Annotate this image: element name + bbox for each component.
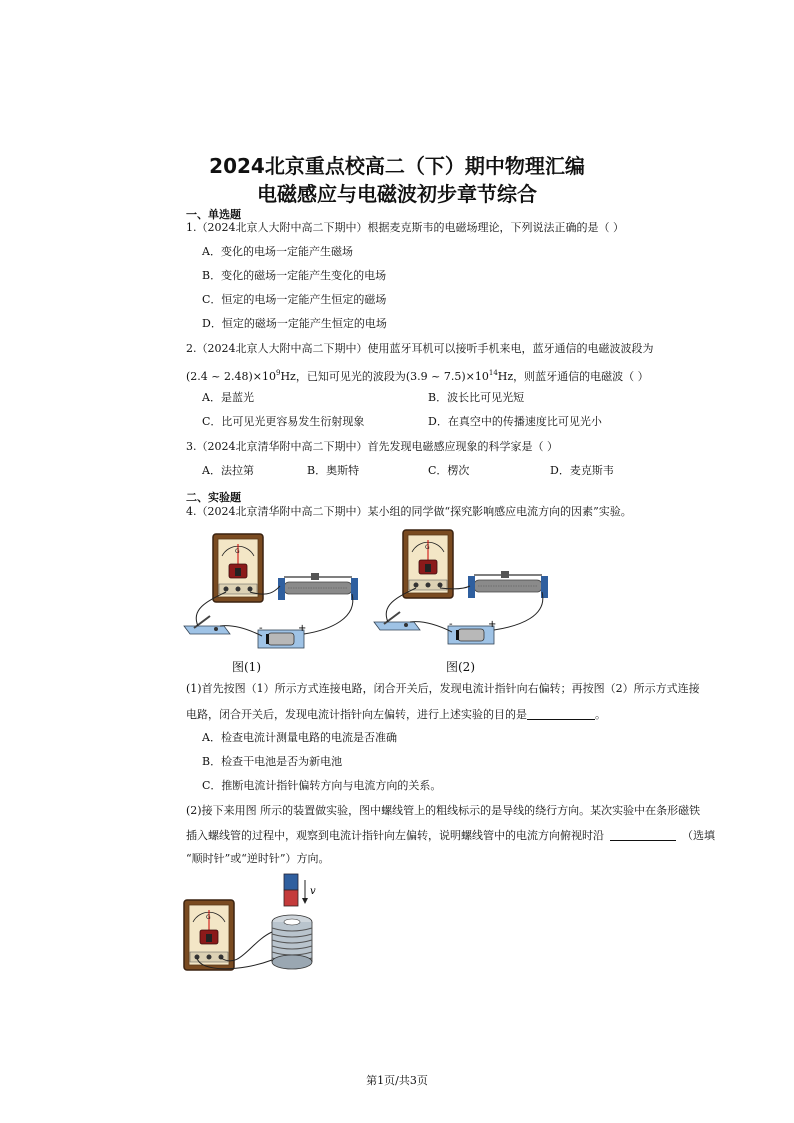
galvanometer-label: G (206, 914, 211, 921)
question-1-option-d: D．恒定的磁场一定能产生恒定的电场 (202, 317, 387, 330)
question-4-part1-line1: (1)首先按图（1）所示方式连接电路，闭合开关后，发现电流计指针向右偏转；再按图（2）所示方式连接 (186, 682, 700, 695)
q2-range-visible: Hz，已知可见光的波段为(3.9 ~ 7.5)×10 (280, 370, 489, 383)
q2-stem-end: Hz，则蓝牙通信的电磁波（ ） (497, 370, 649, 383)
question-4-stem: 4.（2024北京清华附中高二下期中）某小组的同学做“探究影响感应电流方向的因素”实验。 (186, 505, 632, 518)
figure-1-circuit (180, 530, 360, 658)
question-1-option-a: A．变化的电场一定能产生磁场 (202, 245, 353, 258)
q2-exponent-1: 9 (276, 369, 281, 377)
rheostat-icon (468, 571, 548, 598)
rheostat-icon (278, 573, 358, 600)
battery-minus-label: - (449, 619, 453, 630)
document-subtitle: 电磁感应与电磁波初步章节综合 (257, 182, 537, 206)
question-3-option-a: A．法拉第 (202, 464, 254, 477)
q2-range-bluetooth: (2.4 ~ 2.48)×10 (186, 370, 276, 383)
question-1-option-b: B．变化的磁场一定能产生变化的电场 (202, 269, 387, 282)
section-heading-experiment: 二、实验题 (186, 491, 241, 504)
answer-blank-1 (527, 707, 595, 720)
knife-switch-icon (184, 616, 230, 634)
q4-part2-hint: （选填 (682, 829, 715, 842)
bar-magnet-icon (284, 874, 298, 906)
question-2-option-a: A．是蓝光 (202, 391, 254, 404)
galvanometer-label: G (235, 548, 240, 555)
question-3-option-d: D．麦克斯韦 (550, 464, 614, 477)
question-4-part1-line2 (186, 707, 606, 722)
q4-part1-text: 电路，闭合开关后，发现电流计指针向左偏转，进行上述实验的目的是 (186, 708, 527, 721)
knife-switch-icon (374, 612, 420, 630)
question-4-part2-line3: “顺时针”或“逆时针”）方向。 (186, 852, 330, 865)
section-heading-single-choice: 一、单选题 (186, 208, 241, 221)
question-1-option-c: C．恒定的电场一定能产生恒定的磁场 (202, 293, 387, 306)
question-2-option-c: C．比可见光更容易发生衍射现象 (202, 415, 365, 428)
question-4-option-b: B．检查干电池是否为新电池 (202, 755, 343, 768)
q4-part2-text: 插入螺线管的过程中，观察到电流计指针向左偏转，说明螺线管中的电流方向俯视时沿 (186, 829, 604, 842)
question-2-option-b: B．波长比可见光短 (428, 391, 525, 404)
battery-plus-label: + (488, 619, 497, 630)
velocity-arrow-icon (302, 880, 308, 904)
page-footer: 第1页/共3页 (366, 1074, 428, 1087)
document-title: 2024北京重点校高二（下）期中物理汇编 (209, 154, 585, 178)
galvanometer-icon (403, 530, 453, 598)
question-4-option-a: A．检查电流计测量电路的电流是否准确 (202, 731, 397, 744)
question-2-stem-line2 (186, 366, 649, 384)
galvanometer-label: G (425, 544, 430, 551)
figure-2-circuit (370, 526, 550, 658)
figure-2-caption: 图(2) (446, 660, 475, 674)
question-1-stem: 1.（2024北京人大附中高二下期中）根据麦克斯韦的电磁场理论，下列说法正确的是（ ） (186, 221, 624, 234)
figure-1-caption: 图(1) (232, 660, 261, 674)
solenoid-coil-icon (272, 915, 312, 969)
battery-plus-label: + (298, 623, 307, 634)
question-2-stem: 2.（2024北京人大附中高二下期中）使用蓝牙耳机可以接听手机来电，蓝牙通信的电磁波波段为 (186, 342, 654, 355)
question-2-option-d: D．在真空中的传播速度比可见光小 (428, 415, 602, 428)
galvanometer-icon (184, 900, 234, 970)
q4-part1-end: 。 (595, 708, 606, 721)
figure-3-coil-magnet (180, 872, 350, 976)
question-3-option-c: C．楞次 (428, 464, 470, 477)
answer-blank-2 (610, 828, 676, 841)
battery-minus-label: - (259, 623, 263, 634)
question-3-option-b: B．奥斯特 (307, 464, 360, 477)
question-3-stem: 3.（2024北京清华附中高二下期中）首先发现电磁感应现象的科学家是（ ） (186, 440, 558, 453)
question-4-part2-line1: (2)接下来用图 所示的装置做实验，图中螺线管上的粗线标示的是导线的绕行方向。某次实验中在条形磁铁 (186, 804, 701, 817)
question-4-part2-line2 (186, 828, 715, 843)
velocity-label: v (310, 886, 316, 897)
question-4-option-c: C．推断电流计指针偏转方向与电流方向的关系。 (202, 779, 442, 792)
galvanometer-icon (213, 534, 263, 602)
q2-exponent-2: 14 (488, 369, 498, 377)
